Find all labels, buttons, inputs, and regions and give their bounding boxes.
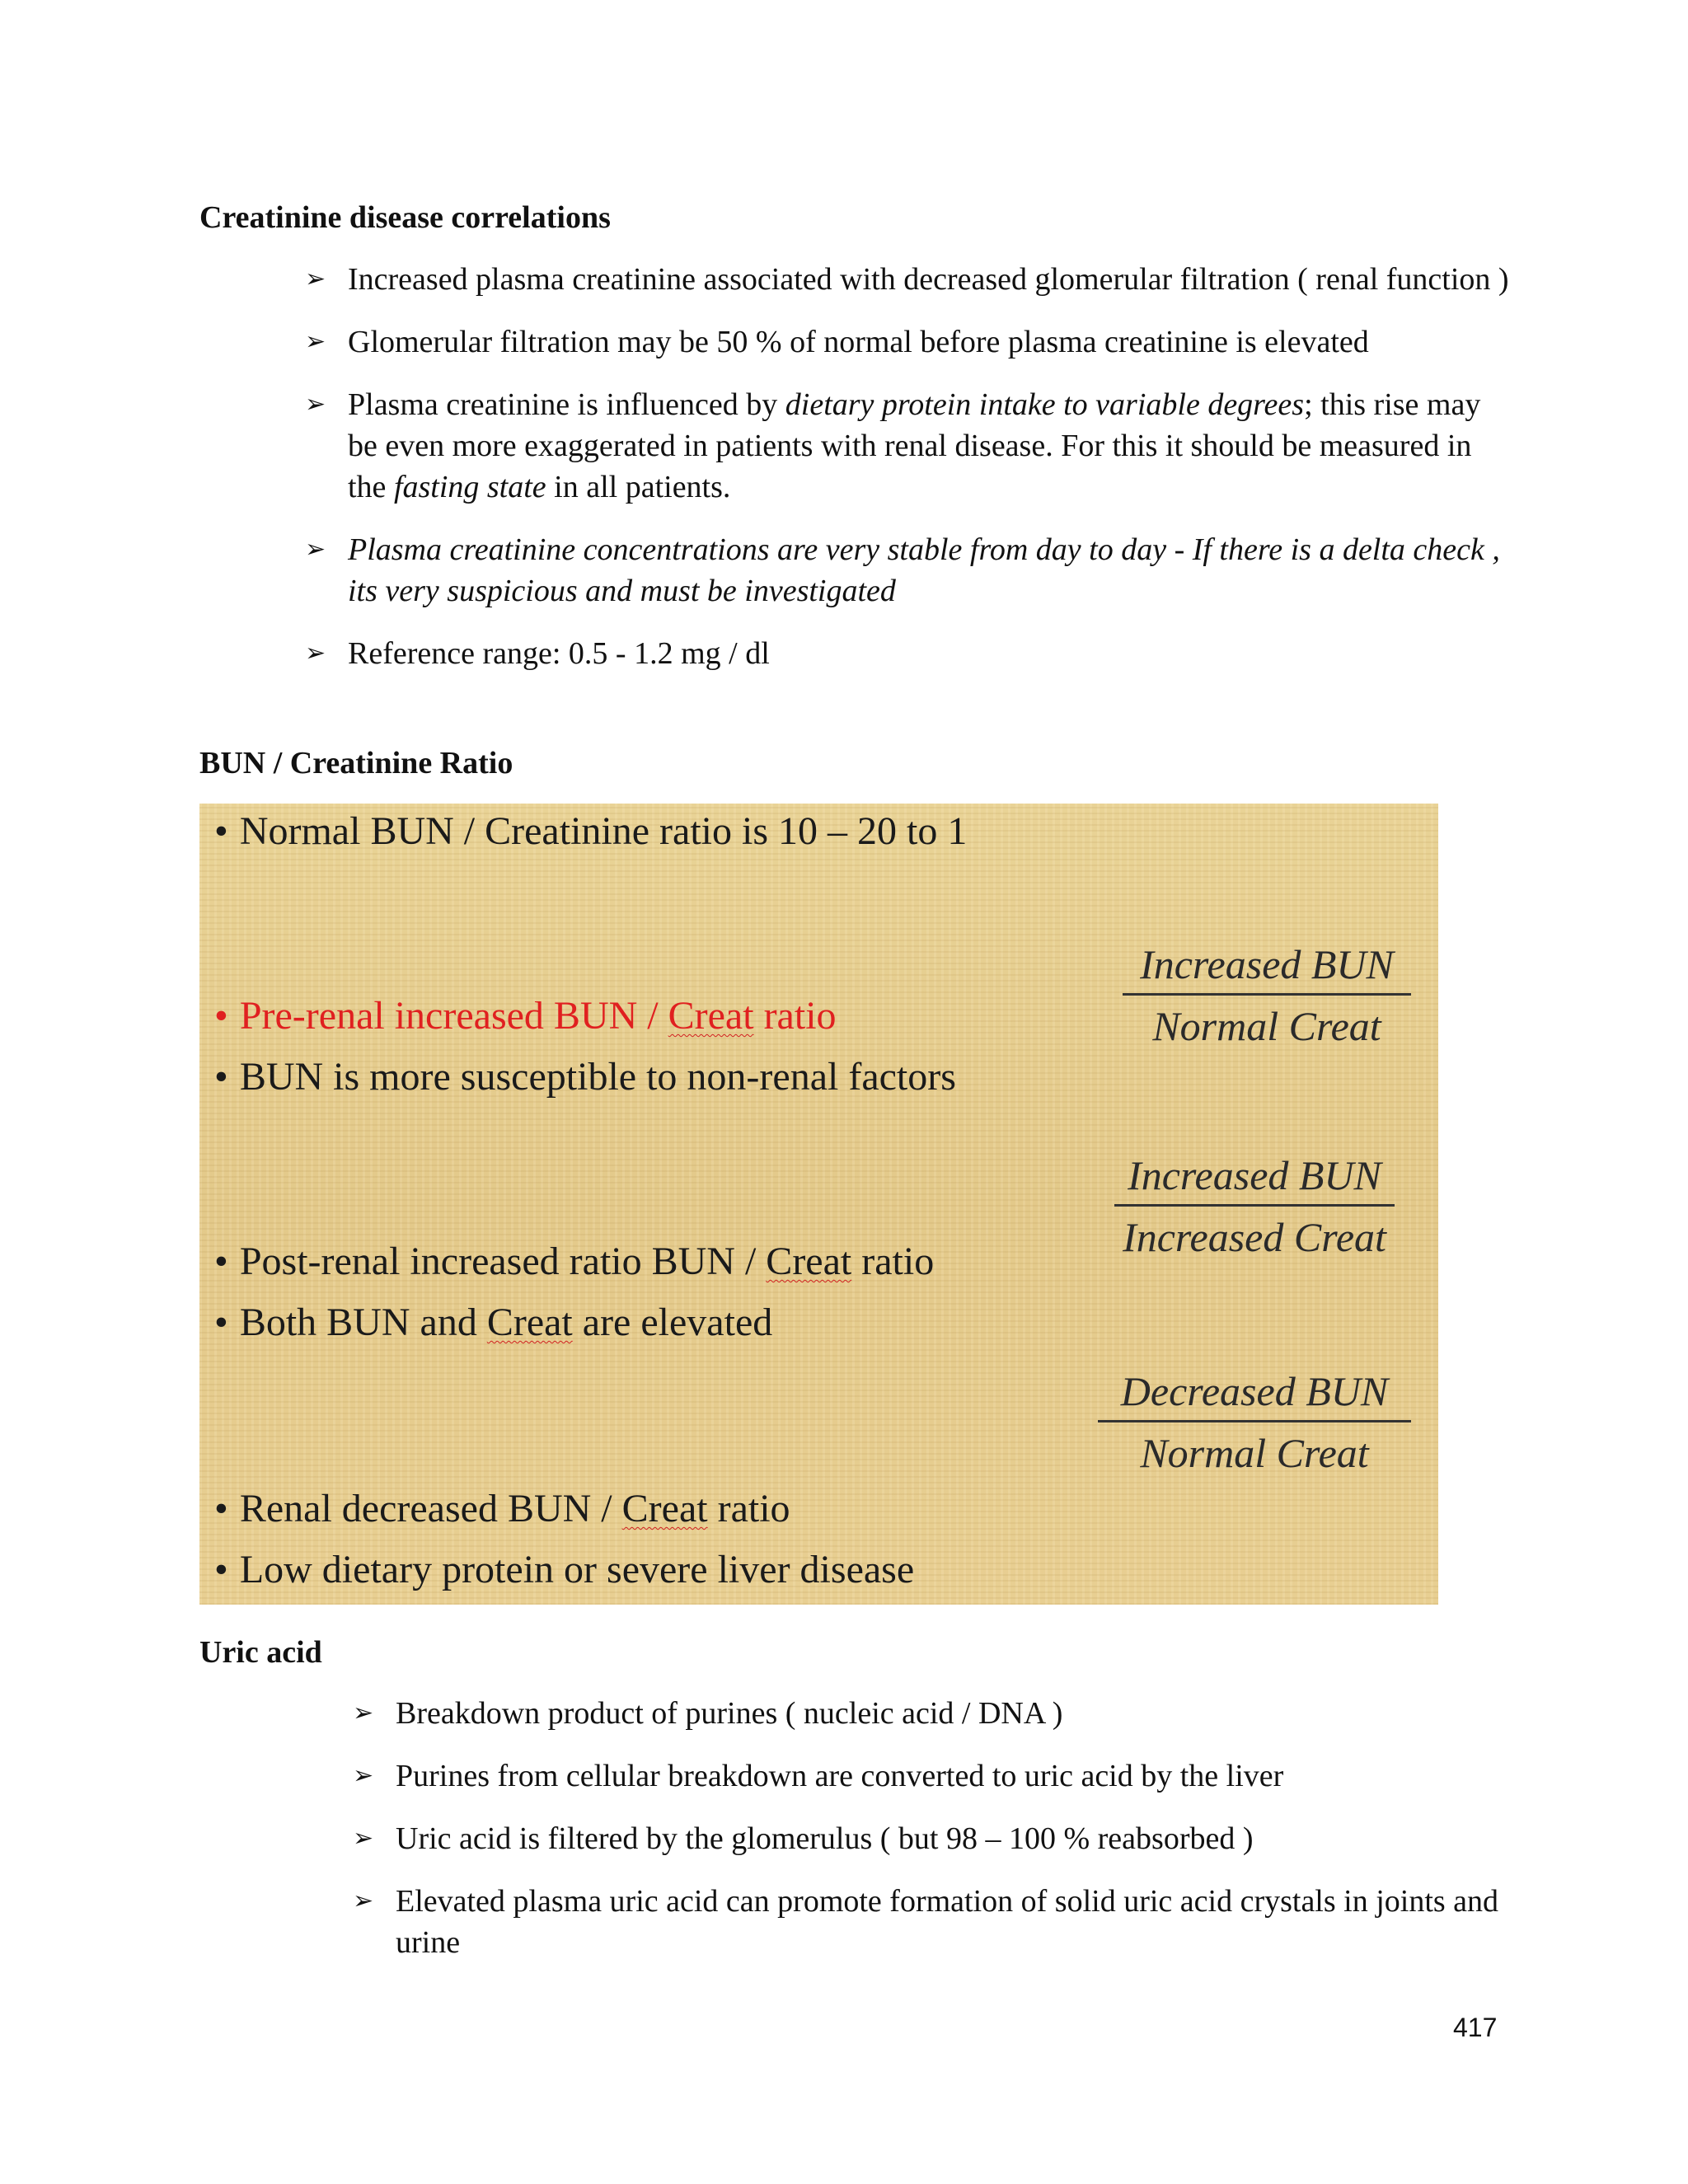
bullet-text-italic: Plasma creatinine concentrations are very stable from day to day - If there is a delta check , its very suspicious and must be investigated — [348, 532, 1500, 608]
fraction-denominator: Normal Creat — [1152, 1003, 1381, 1049]
bullet-dot-icon: • — [214, 994, 228, 1038]
arrow-bullet-icon: ➢ — [305, 327, 326, 356]
bullet-text: Increased plasma creatinine associated with decreased glomerular filtration ( renal function ) — [348, 262, 1509, 297]
bullet-dot-icon: • — [214, 1301, 228, 1344]
slide-bullet-line: • Low dietary protein or severe liver disease — [214, 1548, 915, 1591]
slide-bullet-line: • Post-renal increased ratio BUN / Creat ratio — [214, 1240, 935, 1283]
page-number: 417 — [1453, 2013, 1498, 2042]
fraction-numerator: Decreased BUN — [1098, 1367, 1411, 1422]
list-item — [305, 259, 1517, 300]
fraction-denominator: Normal Creat — [1140, 1430, 1369, 1476]
bullet-dot-icon: • — [214, 1548, 228, 1591]
arrow-bullet-icon: ➢ — [305, 390, 326, 419]
bullet-dot-icon: • — [214, 809, 228, 853]
fraction-numerator: Increased BUN — [1114, 1151, 1395, 1207]
bullet-text-italic: fasting state — [393, 470, 546, 504]
arrow-bullet-icon: ➢ — [353, 1761, 374, 1790]
slide-bullet-line: • Both BUN and Creat are elevated — [214, 1301, 773, 1344]
fraction-denominator: Increased Creat — [1123, 1214, 1386, 1260]
bullet-dot-icon: • — [214, 1240, 228, 1283]
arrow-bullet-icon: ➢ — [353, 1824, 374, 1853]
slide-bullet-line-highlight: • Pre-renal increased BUN / Creat ratio — [214, 994, 837, 1038]
list-item — [305, 633, 1517, 674]
bullet-dot-icon: • — [214, 1055, 228, 1099]
list-item — [353, 1755, 1523, 1797]
uric-bullet-list — [353, 1693, 1523, 1985]
section-heading-creatinine: Creatinine disease correlations — [199, 200, 611, 235]
list-item — [353, 1881, 1523, 1963]
section-heading-uric-acid: Uric acid — [199, 1635, 322, 1670]
bullet-text: Breakdown product of purines ( nucleic acid / DNA ) — [396, 1696, 1063, 1731]
bullet-text: Reference range: 0.5 - 1.2 mg / dl — [348, 636, 770, 671]
section-heading-bun-ratio: BUN / Creatinine Ratio — [199, 746, 513, 780]
embedded-slide-image — [199, 804, 1438, 1605]
list-item — [305, 529, 1517, 612]
bullet-text: ; this rise may be even more exaggerated in patients with renal disease. For this it should be measured in the — [348, 387, 1481, 504]
list-item — [353, 1818, 1523, 1859]
bullet-text: Glomerular filtration may be 50 % of normal before plasma creatinine is elevated — [348, 325, 1369, 359]
slide-bullet-line: • BUN is more susceptible to non-renal factors — [214, 1055, 956, 1099]
list-item — [305, 384, 1517, 508]
arrow-bullet-icon: ➢ — [353, 1886, 374, 1915]
arrow-bullet-icon: ➢ — [305, 639, 326, 668]
fraction-post-renal — [1114, 1151, 1395, 1261]
bullet-text: Uric acid is filtered by the glomerulus ( but 98 – 100 % reabsorbed ) — [396, 1821, 1254, 1856]
slide-bullet-line: • Normal BUN / Creatinine ratio is 10 – 20 to 1 — [214, 809, 968, 853]
bullet-text: in all patients. — [546, 470, 731, 504]
creatinine-bullet-list — [305, 259, 1517, 696]
bullet-text: Plasma creatinine is influenced by — [348, 387, 785, 422]
slide-bullet-line: • Renal decreased BUN / Creat ratio — [214, 1487, 790, 1530]
arrow-bullet-icon: ➢ — [305, 535, 326, 564]
fraction-pre-renal — [1123, 940, 1411, 1050]
list-item — [353, 1693, 1523, 1734]
bullet-dot-icon: • — [214, 1487, 228, 1530]
fraction-renal — [1098, 1367, 1411, 1477]
bullet-text: Purines from cellular breakdown are converted to uric acid by the liver — [396, 1759, 1284, 1793]
bullet-text-italic: dietary protein intake to variable degrees — [785, 387, 1305, 422]
arrow-bullet-icon: ➢ — [353, 1699, 374, 1727]
arrow-bullet-icon: ➢ — [305, 265, 326, 293]
bullet-text: Elevated plasma uric acid can promote formation of solid uric acid crystals in joints and urine — [396, 1884, 1499, 1960]
list-item — [305, 321, 1517, 363]
fraction-numerator: Increased BUN — [1123, 940, 1411, 996]
